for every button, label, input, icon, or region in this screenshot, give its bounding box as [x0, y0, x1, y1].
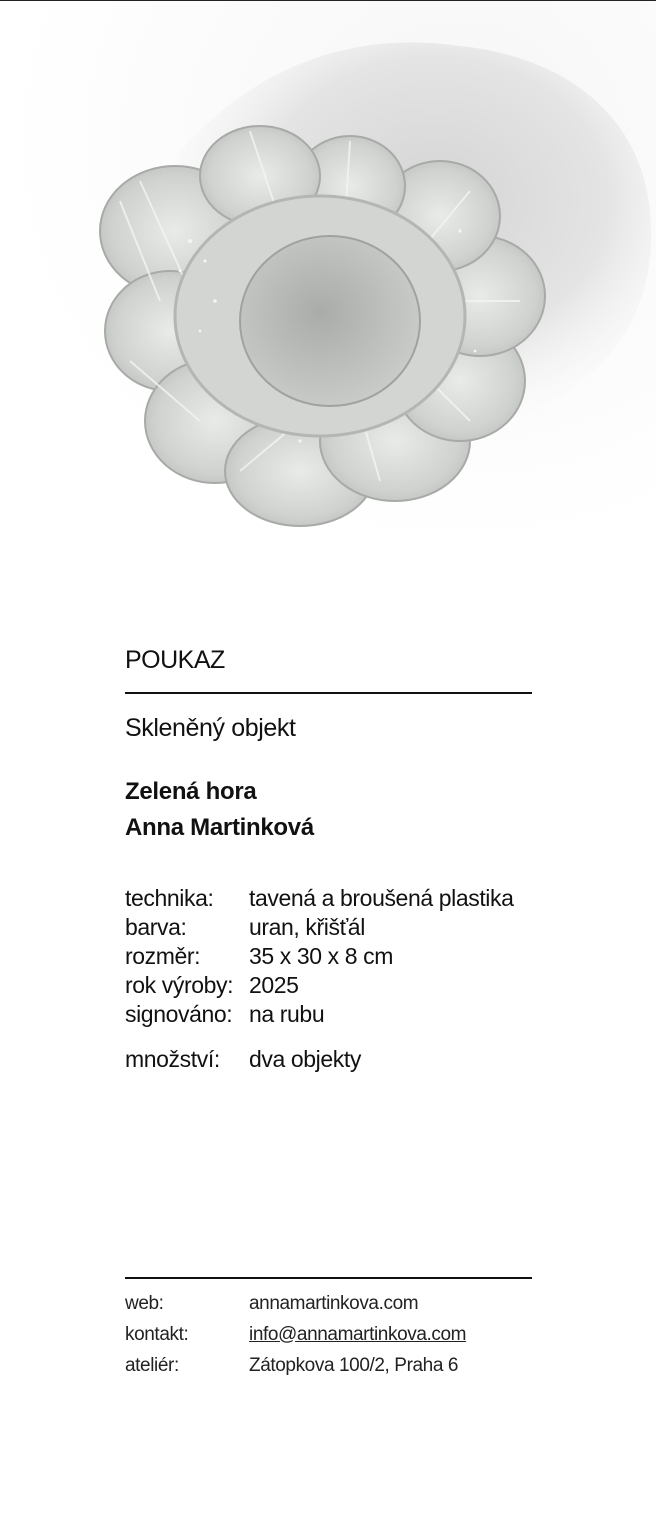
spec-label: množství:: [125, 1046, 220, 1072]
voucher-label: POUKAZ: [125, 646, 225, 674]
spec-row-size: [125, 942, 514, 971]
specs-list: [125, 884, 514, 1074]
contact-label: kontakt:: [125, 1323, 189, 1345]
spec-value: uran, křišťál: [249, 914, 365, 940]
spec-row-technique: [125, 884, 514, 913]
work-title: Zelená hora: [125, 778, 257, 805]
website-text: annamartinkova.com: [249, 1292, 419, 1314]
spec-label: signováno:: [125, 1001, 233, 1027]
contact-label: ateliér:: [125, 1354, 179, 1376]
spec-label: technika:: [125, 885, 214, 911]
spec-label: barva:: [125, 914, 187, 940]
contact-row-email: [125, 1319, 466, 1350]
spec-value: 35 x 30 x 8 cm: [249, 943, 393, 969]
spec-row-year: [125, 971, 514, 1000]
spec-value: 2025: [249, 972, 299, 998]
object-type: Skleněný objekt: [125, 714, 296, 742]
spec-value: tavená a broušená plastika: [249, 885, 514, 911]
spec-value: na rubu: [249, 1001, 325, 1027]
spec-row-quantity: [125, 1045, 514, 1074]
spec-row-signed: [125, 1000, 514, 1029]
contact-row-studio: [125, 1350, 466, 1381]
contact-label: web:: [125, 1292, 164, 1314]
spec-row-color: [125, 913, 514, 942]
artwork-photo: [0, 1, 656, 553]
center-hollow: [240, 236, 420, 406]
email-link[interactable]: info@annamartinkova.com: [249, 1323, 467, 1345]
studio-address: Zátopkova 100/2, Praha 6: [249, 1354, 459, 1376]
contact-row-web: [125, 1288, 466, 1319]
glass-flower-illustration: [0, 1, 656, 553]
divider-top: [125, 692, 532, 694]
contacts-list: [125, 1288, 466, 1381]
spec-value: dva objekty: [249, 1046, 361, 1072]
divider-bottom: [125, 1277, 532, 1279]
artist-name: Anna Martinková: [125, 814, 314, 841]
spec-label: rozměr:: [125, 943, 201, 969]
spec-label: rok výroby:: [125, 972, 234, 998]
